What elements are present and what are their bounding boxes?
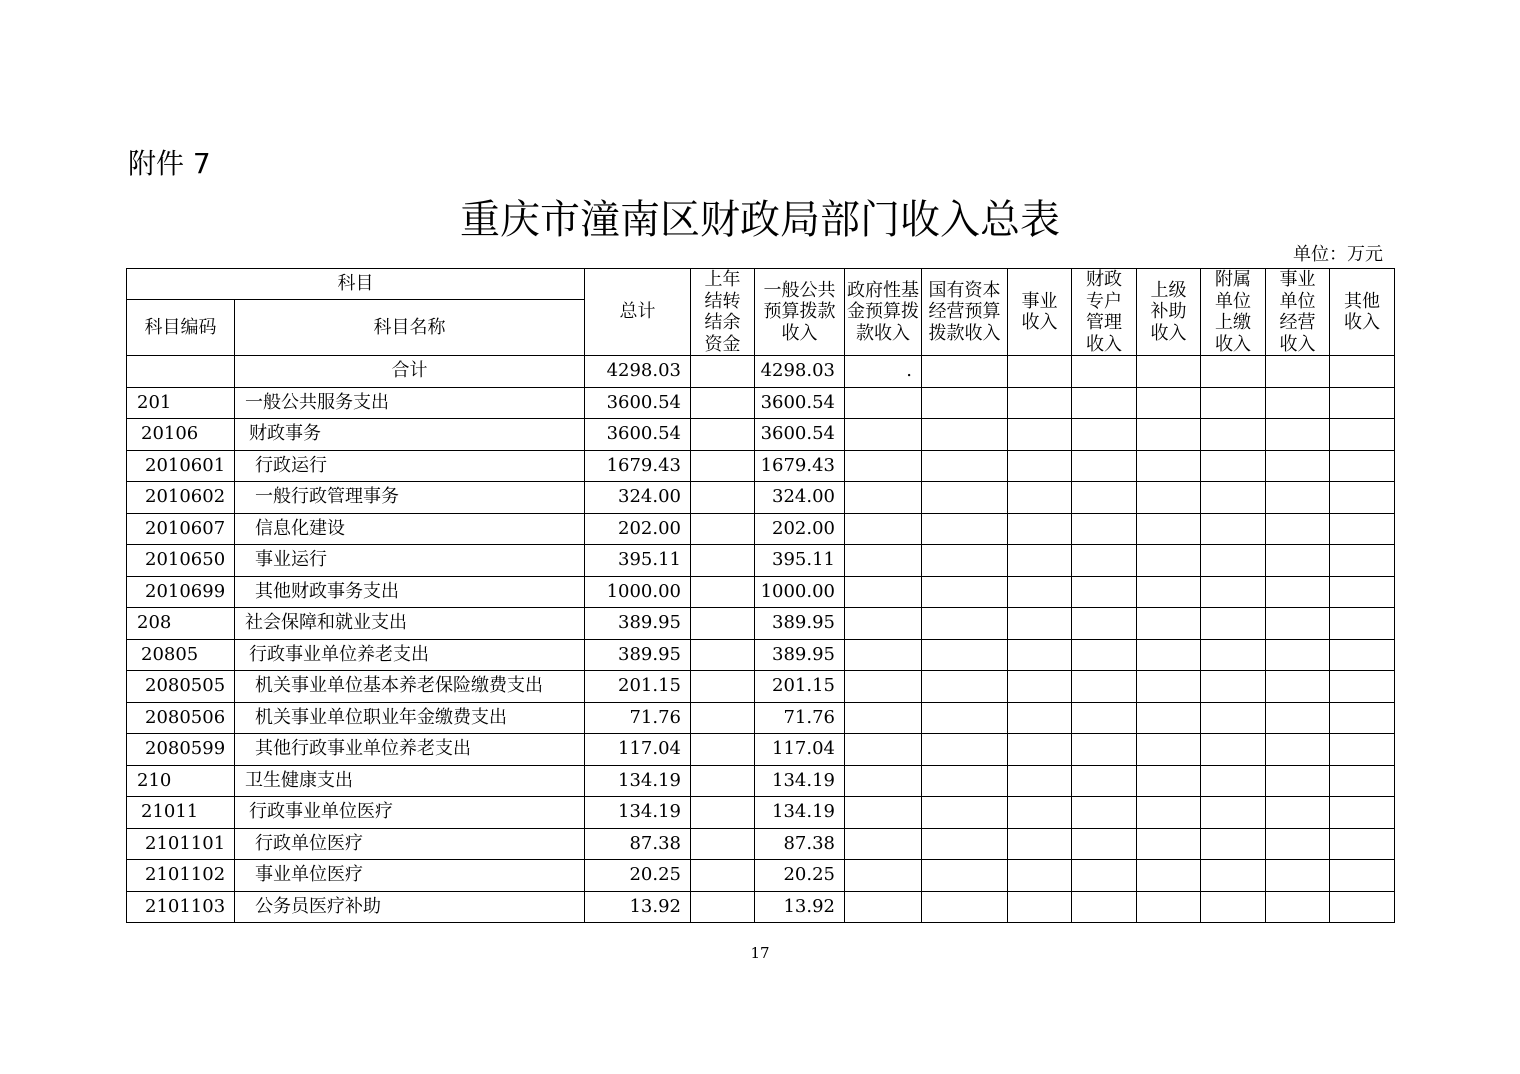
table-row xyxy=(127,513,1395,545)
row-fiscal-special xyxy=(1072,891,1137,923)
row-general-budget: 87.38 xyxy=(755,828,845,860)
row-code: 2010607 xyxy=(127,513,235,545)
row-state-capital xyxy=(922,671,1008,703)
row-business xyxy=(1008,419,1072,451)
header-name: 科目名称 xyxy=(235,300,585,356)
row-fiscal-special xyxy=(1072,765,1137,797)
table-row xyxy=(127,828,1395,860)
row-state-capital xyxy=(922,608,1008,640)
row-other xyxy=(1330,450,1395,482)
row-business-operation xyxy=(1266,513,1330,545)
row-total: 389.95 xyxy=(585,608,691,640)
row-affiliated-remit xyxy=(1201,702,1266,734)
row-business xyxy=(1008,702,1072,734)
row-business xyxy=(1008,387,1072,419)
row-gov-fund xyxy=(845,765,922,797)
row-fiscal-special xyxy=(1072,545,1137,577)
row-business-operation xyxy=(1266,702,1330,734)
row-code: 20805 xyxy=(127,639,235,671)
row-business-operation xyxy=(1266,765,1330,797)
total-label: 合计 xyxy=(235,356,585,388)
row-business-operation xyxy=(1266,608,1330,640)
row-other xyxy=(1330,797,1395,829)
row-total: 13.92 xyxy=(585,891,691,923)
row-total: 389.95 xyxy=(585,639,691,671)
row-other xyxy=(1330,608,1395,640)
row-superior-subsidy xyxy=(1137,891,1201,923)
row-total: 20.25 xyxy=(585,860,691,892)
row-total: 134.19 xyxy=(585,797,691,829)
row-fiscal-special xyxy=(1072,387,1137,419)
row-affiliated-remit xyxy=(1201,671,1266,703)
row-business-operation xyxy=(1266,734,1330,766)
row-other xyxy=(1330,671,1395,703)
row-affiliated-remit xyxy=(1201,639,1266,671)
row-gov-fund xyxy=(845,671,922,703)
row-fiscal-special xyxy=(1072,828,1137,860)
header-other: 其他 收入 xyxy=(1330,269,1395,356)
row-fiscal-special xyxy=(1072,860,1137,892)
row-name: 财政事务 xyxy=(235,419,585,451)
table-row xyxy=(127,608,1395,640)
unit-label: 单位：万元 xyxy=(1293,244,1383,265)
total-amount: 4298.03 xyxy=(585,356,691,388)
row-superior-subsidy xyxy=(1137,860,1201,892)
row-general-budget: 1679.43 xyxy=(755,450,845,482)
row-superior-subsidy xyxy=(1137,639,1201,671)
row-general-budget: 71.76 xyxy=(755,702,845,734)
row-business xyxy=(1008,734,1072,766)
header-gov-fund: 政府性基 金预算拨 款收入 xyxy=(845,269,922,356)
row-gov-fund xyxy=(845,891,922,923)
row-gov-fund xyxy=(845,860,922,892)
row-other xyxy=(1330,545,1395,577)
table-row xyxy=(127,891,1395,923)
row-state-capital xyxy=(922,513,1008,545)
row-affiliated-remit xyxy=(1201,419,1266,451)
row-name: 机关事业单位基本养老保险缴费支出 xyxy=(235,671,585,703)
row-prior-balance xyxy=(691,702,755,734)
row-general-budget: 20.25 xyxy=(755,860,845,892)
row-gov-fund xyxy=(845,608,922,640)
header-general-budget: 一般公共 预算拨款 收入 xyxy=(755,269,845,356)
table-row xyxy=(127,797,1395,829)
row-superior-subsidy xyxy=(1137,576,1201,608)
row-affiliated-remit xyxy=(1201,797,1266,829)
row-prior-balance xyxy=(691,639,755,671)
row-superior-subsidy xyxy=(1137,419,1201,451)
row-gov-fund xyxy=(845,387,922,419)
row-total: 324.00 xyxy=(585,482,691,514)
row-name: 其他行政事业单位养老支出 xyxy=(235,734,585,766)
row-state-capital xyxy=(922,545,1008,577)
row-state-capital xyxy=(922,639,1008,671)
row-gov-fund xyxy=(845,576,922,608)
row-business xyxy=(1008,576,1072,608)
row-name: 行政单位医疗 xyxy=(235,828,585,860)
row-business-operation xyxy=(1266,860,1330,892)
row-business xyxy=(1008,513,1072,545)
header-business: 事业 收入 xyxy=(1008,269,1072,356)
row-total: 1000.00 xyxy=(585,576,691,608)
row-name: 机关事业单位职业年金缴费支出 xyxy=(235,702,585,734)
row-other xyxy=(1330,860,1395,892)
row-code: 2080505 xyxy=(127,671,235,703)
row-prior-balance xyxy=(691,387,755,419)
row-business-operation xyxy=(1266,545,1330,577)
row-affiliated-remit xyxy=(1201,828,1266,860)
row-name: 卫生健康支出 xyxy=(235,765,585,797)
row-superior-subsidy xyxy=(1137,387,1201,419)
header-total: 总计 xyxy=(585,269,691,356)
row-code: 2101102 xyxy=(127,860,235,892)
row-general-budget: 389.95 xyxy=(755,639,845,671)
row-name: 事业运行 xyxy=(235,545,585,577)
row-state-capital xyxy=(922,765,1008,797)
row-fiscal-special xyxy=(1072,450,1137,482)
page-title: 重庆市潼南区财政局部门收入总表 xyxy=(460,197,1060,243)
header-business-operation: 事业 单位 经营 收入 xyxy=(1266,269,1330,356)
table-row xyxy=(127,387,1395,419)
row-prior-balance xyxy=(691,545,755,577)
row-affiliated-remit xyxy=(1201,576,1266,608)
row-name: 其他财政事务支出 xyxy=(235,576,585,608)
row-fiscal-special xyxy=(1072,702,1137,734)
table-row xyxy=(127,860,1395,892)
page-number: 17 xyxy=(750,944,770,962)
row-superior-subsidy xyxy=(1137,450,1201,482)
row-business-operation xyxy=(1266,797,1330,829)
row-prior-balance xyxy=(691,860,755,892)
header-superior-subsidy: 上级 补助 收入 xyxy=(1137,269,1201,356)
row-general-budget: 134.19 xyxy=(755,797,845,829)
row-state-capital xyxy=(922,828,1008,860)
row-business xyxy=(1008,828,1072,860)
row-state-capital xyxy=(922,702,1008,734)
row-business xyxy=(1008,671,1072,703)
row-total: 3600.54 xyxy=(585,387,691,419)
row-affiliated-remit xyxy=(1201,450,1266,482)
row-superior-subsidy xyxy=(1137,765,1201,797)
table-row xyxy=(127,482,1395,514)
row-superior-subsidy xyxy=(1137,482,1201,514)
row-total: 395.11 xyxy=(585,545,691,577)
row-affiliated-remit xyxy=(1201,545,1266,577)
row-superior-subsidy xyxy=(1137,671,1201,703)
row-business xyxy=(1008,450,1072,482)
row-code: 21011 xyxy=(127,797,235,829)
row-gov-fund xyxy=(845,702,922,734)
row-general-budget: 202.00 xyxy=(755,513,845,545)
header-code: 科目编码 xyxy=(127,300,235,356)
row-total: 202.00 xyxy=(585,513,691,545)
row-superior-subsidy xyxy=(1137,797,1201,829)
row-business-operation xyxy=(1266,576,1330,608)
row-code: 2101103 xyxy=(127,891,235,923)
row-affiliated-remit xyxy=(1201,891,1266,923)
row-total: 71.76 xyxy=(585,702,691,734)
row-code: 2101101 xyxy=(127,828,235,860)
row-business-operation xyxy=(1266,387,1330,419)
row-prior-balance xyxy=(691,419,755,451)
table-row xyxy=(127,419,1395,451)
row-business xyxy=(1008,545,1072,577)
table-row xyxy=(127,450,1395,482)
row-state-capital xyxy=(922,482,1008,514)
row-other xyxy=(1330,639,1395,671)
row-general-budget: 3600.54 xyxy=(755,387,845,419)
row-state-capital xyxy=(922,734,1008,766)
row-state-capital xyxy=(922,891,1008,923)
header-subject-group: 科目 xyxy=(127,269,585,300)
row-gov-fund xyxy=(845,450,922,482)
row-code: 2010602 xyxy=(127,482,235,514)
row-prior-balance xyxy=(691,608,755,640)
row-state-capital xyxy=(922,576,1008,608)
row-business xyxy=(1008,891,1072,923)
row-affiliated-remit xyxy=(1201,608,1266,640)
row-business xyxy=(1008,639,1072,671)
row-gov-fund xyxy=(845,545,922,577)
row-code: 210 xyxy=(127,765,235,797)
row-fiscal-special xyxy=(1072,671,1137,703)
row-gov-fund xyxy=(845,482,922,514)
row-affiliated-remit xyxy=(1201,860,1266,892)
row-other xyxy=(1330,482,1395,514)
row-business-operation xyxy=(1266,891,1330,923)
table-row xyxy=(127,545,1395,577)
row-affiliated-remit xyxy=(1201,482,1266,514)
table-row xyxy=(127,765,1395,797)
row-fiscal-special xyxy=(1072,734,1137,766)
row-business-operation xyxy=(1266,671,1330,703)
row-state-capital xyxy=(922,450,1008,482)
header-fiscal-special: 财政 专户 管理 收入 xyxy=(1072,269,1137,356)
row-business-operation xyxy=(1266,450,1330,482)
row-fiscal-special xyxy=(1072,639,1137,671)
row-code: 201 xyxy=(127,387,235,419)
row-total: 201.15 xyxy=(585,671,691,703)
total-row xyxy=(127,356,1395,388)
row-general-budget: 1000.00 xyxy=(755,576,845,608)
row-other xyxy=(1330,513,1395,545)
total-general-budget: 4298.03 xyxy=(755,356,845,388)
row-total: 117.04 xyxy=(585,734,691,766)
row-superior-subsidy xyxy=(1137,734,1201,766)
row-name: 一般行政管理事务 xyxy=(235,482,585,514)
row-general-budget: 13.92 xyxy=(755,891,845,923)
row-state-capital xyxy=(922,387,1008,419)
header-prior-balance: 上年 结转 结余 资金 xyxy=(691,269,755,356)
table-row xyxy=(127,702,1395,734)
row-business xyxy=(1008,860,1072,892)
row-name: 公务员医疗补助 xyxy=(235,891,585,923)
row-other xyxy=(1330,765,1395,797)
row-superior-subsidy xyxy=(1137,545,1201,577)
row-business-operation xyxy=(1266,419,1330,451)
row-total: 1679.43 xyxy=(585,450,691,482)
row-prior-balance xyxy=(691,734,755,766)
row-superior-subsidy xyxy=(1137,828,1201,860)
row-code: 2080599 xyxy=(127,734,235,766)
row-code: 2080506 xyxy=(127,702,235,734)
row-affiliated-remit xyxy=(1201,765,1266,797)
row-state-capital xyxy=(922,419,1008,451)
row-fiscal-special xyxy=(1072,576,1137,608)
row-name: 行政事业单位养老支出 xyxy=(235,639,585,671)
row-total: 87.38 xyxy=(585,828,691,860)
row-business-operation xyxy=(1266,828,1330,860)
row-code: 2010699 xyxy=(127,576,235,608)
row-other xyxy=(1330,828,1395,860)
table-row xyxy=(127,671,1395,703)
row-superior-subsidy xyxy=(1137,608,1201,640)
row-prior-balance xyxy=(691,797,755,829)
row-superior-subsidy xyxy=(1137,702,1201,734)
row-business-operation xyxy=(1266,639,1330,671)
row-name: 社会保障和就业支出 xyxy=(235,608,585,640)
row-general-budget: 134.19 xyxy=(755,765,845,797)
row-prior-balance xyxy=(691,513,755,545)
row-name: 行政运行 xyxy=(235,450,585,482)
header-state-capital: 国有资本 经营预算 拨款收入 xyxy=(922,269,1008,356)
row-other xyxy=(1330,419,1395,451)
row-other xyxy=(1330,702,1395,734)
row-other xyxy=(1330,891,1395,923)
row-superior-subsidy xyxy=(1137,513,1201,545)
table-row xyxy=(127,576,1395,608)
row-general-budget: 3600.54 xyxy=(755,419,845,451)
row-code: 208 xyxy=(127,608,235,640)
row-prior-balance xyxy=(691,482,755,514)
row-affiliated-remit xyxy=(1201,513,1266,545)
row-prior-balance xyxy=(691,891,755,923)
row-fiscal-special xyxy=(1072,482,1137,514)
row-name: 事业单位医疗 xyxy=(235,860,585,892)
table-row xyxy=(127,734,1395,766)
row-business xyxy=(1008,608,1072,640)
row-code: 20106 xyxy=(127,419,235,451)
row-fiscal-special xyxy=(1072,419,1137,451)
row-state-capital xyxy=(922,797,1008,829)
row-total: 3600.54 xyxy=(585,419,691,451)
row-general-budget: 395.11 xyxy=(755,545,845,577)
table-row xyxy=(127,639,1395,671)
row-state-capital xyxy=(922,860,1008,892)
row-name: 信息化建设 xyxy=(235,513,585,545)
row-other xyxy=(1330,576,1395,608)
row-gov-fund xyxy=(845,734,922,766)
row-name: 行政事业单位医疗 xyxy=(235,797,585,829)
row-gov-fund xyxy=(845,419,922,451)
row-affiliated-remit xyxy=(1201,734,1266,766)
row-code: 2010601 xyxy=(127,450,235,482)
row-affiliated-remit xyxy=(1201,387,1266,419)
row-business xyxy=(1008,765,1072,797)
row-gov-fund xyxy=(845,797,922,829)
row-prior-balance xyxy=(691,671,755,703)
row-prior-balance xyxy=(691,450,755,482)
row-general-budget: 324.00 xyxy=(755,482,845,514)
row-code: 2010650 xyxy=(127,545,235,577)
row-business xyxy=(1008,797,1072,829)
row-other xyxy=(1330,734,1395,766)
total-gov-fund: . xyxy=(845,356,922,388)
row-general-budget: 201.15 xyxy=(755,671,845,703)
row-business xyxy=(1008,482,1072,514)
row-fiscal-special xyxy=(1072,513,1137,545)
revenue-table xyxy=(126,268,1395,923)
row-fiscal-special xyxy=(1072,797,1137,829)
row-prior-balance xyxy=(691,576,755,608)
attachment-label: 附件 7 xyxy=(128,147,211,180)
row-gov-fund xyxy=(845,513,922,545)
row-total: 134.19 xyxy=(585,765,691,797)
row-general-budget: 117.04 xyxy=(755,734,845,766)
row-gov-fund xyxy=(845,828,922,860)
row-prior-balance xyxy=(691,828,755,860)
row-name: 一般公共服务支出 xyxy=(235,387,585,419)
row-fiscal-special xyxy=(1072,608,1137,640)
table-body xyxy=(127,387,1395,923)
row-business-operation xyxy=(1266,482,1330,514)
row-general-budget: 389.95 xyxy=(755,608,845,640)
row-other xyxy=(1330,387,1395,419)
row-prior-balance xyxy=(691,765,755,797)
header-affiliated-remit: 附属 单位 上缴 收入 xyxy=(1201,269,1266,356)
row-gov-fund xyxy=(845,639,922,671)
